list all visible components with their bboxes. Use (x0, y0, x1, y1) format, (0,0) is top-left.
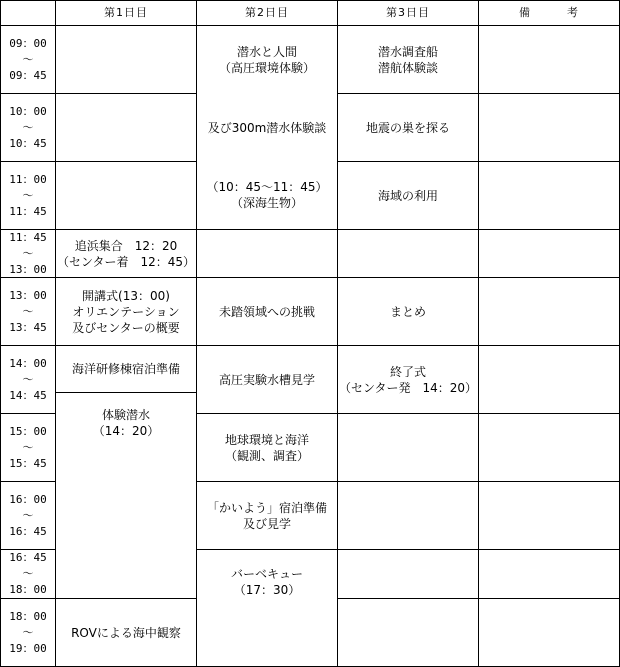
time-end: 13：00 (9, 262, 47, 276)
day1-cell: 海洋研修棟宿泊準備 (55, 345, 197, 393)
day2-cell: 地球環境と海洋 （観測、調査） (196, 413, 338, 482)
day1-cell (55, 161, 197, 230)
time-tilde: ～ (22, 372, 34, 386)
time-end: 13：45 (9, 320, 47, 334)
time-start: 14：00 (9, 356, 47, 370)
remarks-cell (478, 481, 620, 550)
time-tilde: ～ (22, 440, 34, 454)
remarks-cell (478, 229, 620, 278)
day1-cell: 体験潜水 （14：20） (55, 392, 197, 599)
day3-cell: 地震の巣を探る (337, 93, 479, 162)
header-day2: 第2日目 (196, 0, 338, 26)
time-end: 18：00 (9, 583, 47, 596)
remarks-cell (478, 413, 620, 482)
remarks-cell (478, 345, 620, 414)
remarks-cell (478, 598, 620, 667)
time-tilde: ～ (22, 52, 34, 66)
time-tilde: ～ (22, 246, 34, 260)
remarks-cell (478, 161, 620, 230)
day3-cell (337, 481, 479, 550)
header-time-blank (0, 0, 56, 26)
day2-cell: 未踏領域への挑戦 (196, 277, 338, 346)
day1-cell: ROVによる海中観察 (55, 598, 197, 667)
day3-cell: 終了式 （センター発 14：20） (337, 345, 479, 414)
day3-cell (337, 598, 479, 667)
time-end: 11：45 (9, 204, 47, 218)
day1-cell: 開講式(13：00) オリエンテーション 及びセンターの概要 (55, 277, 197, 346)
time-tilde: ～ (22, 188, 34, 202)
time-start: 11：45 (9, 230, 47, 244)
time-tilde: ～ (22, 120, 34, 134)
day2-cell (196, 229, 338, 278)
day2-cell: 「かいよう」宿泊準備 及び見学 (196, 481, 338, 550)
day3-cell: 海域の利用 (337, 161, 479, 230)
time-end: 14：45 (9, 388, 47, 402)
day1-cell: 追浜集合 12：20 （センター着 12：45） (55, 229, 197, 278)
time-start: 09：00 (9, 36, 47, 50)
day3-cell (337, 413, 479, 482)
time-end: 15：45 (9, 456, 47, 470)
time-slot (0, 277, 56, 346)
time-slot (0, 161, 56, 230)
time-slot (0, 481, 56, 550)
time-slot (0, 413, 56, 482)
header-day1: 第1日目 (55, 0, 197, 26)
day3-cell (337, 549, 479, 599)
day3-cell: まとめ (337, 277, 479, 346)
time-start: 18：00 (9, 609, 47, 623)
day3-cell: 潜水調査船 潜航体験談 (337, 25, 479, 94)
time-tilde: ～ (22, 625, 34, 639)
time-end: 19：00 (9, 641, 47, 655)
header-remarks: 備 考 (478, 0, 620, 26)
time-start: 15：00 (9, 424, 47, 438)
day2-cell: 潜水と人間 （高圧環境体験） (196, 25, 338, 94)
time-start: 11：00 (9, 172, 47, 186)
remarks-cell (478, 549, 620, 599)
time-start: 16：00 (9, 492, 47, 506)
remarks-cell (478, 93, 620, 162)
time-end: 16：45 (9, 524, 47, 538)
day1-cell (55, 25, 197, 94)
time-tilde: ～ (22, 508, 34, 522)
time-end: 10：45 (9, 136, 47, 150)
header-day3: 第3日目 (337, 0, 479, 26)
day2-cell: （10：45～11：45） （深海生物） (196, 161, 338, 230)
time-start: 16：45 (9, 551, 47, 564)
time-start: 10：00 (9, 104, 47, 118)
time-tilde: ～ (22, 304, 34, 318)
remarks-cell (478, 25, 620, 94)
time-start: 13：00 (9, 288, 47, 302)
day1-cell (55, 93, 197, 162)
time-slot (0, 25, 56, 94)
day2-cell: バーベキュー （17：30） (196, 549, 338, 667)
time-tilde: ～ (22, 567, 34, 580)
time-slot (0, 549, 56, 599)
time-slot (0, 345, 56, 414)
time-end: 09：45 (9, 68, 47, 82)
time-slot (0, 93, 56, 162)
remarks-cell (478, 277, 620, 346)
time-slot (0, 229, 56, 278)
day2-cell: 高圧実験水槽見学 (196, 345, 338, 414)
day2-cell: 及び300m潜水体験談 (196, 93, 338, 162)
time-slot (0, 598, 56, 667)
day3-cell (337, 229, 479, 278)
